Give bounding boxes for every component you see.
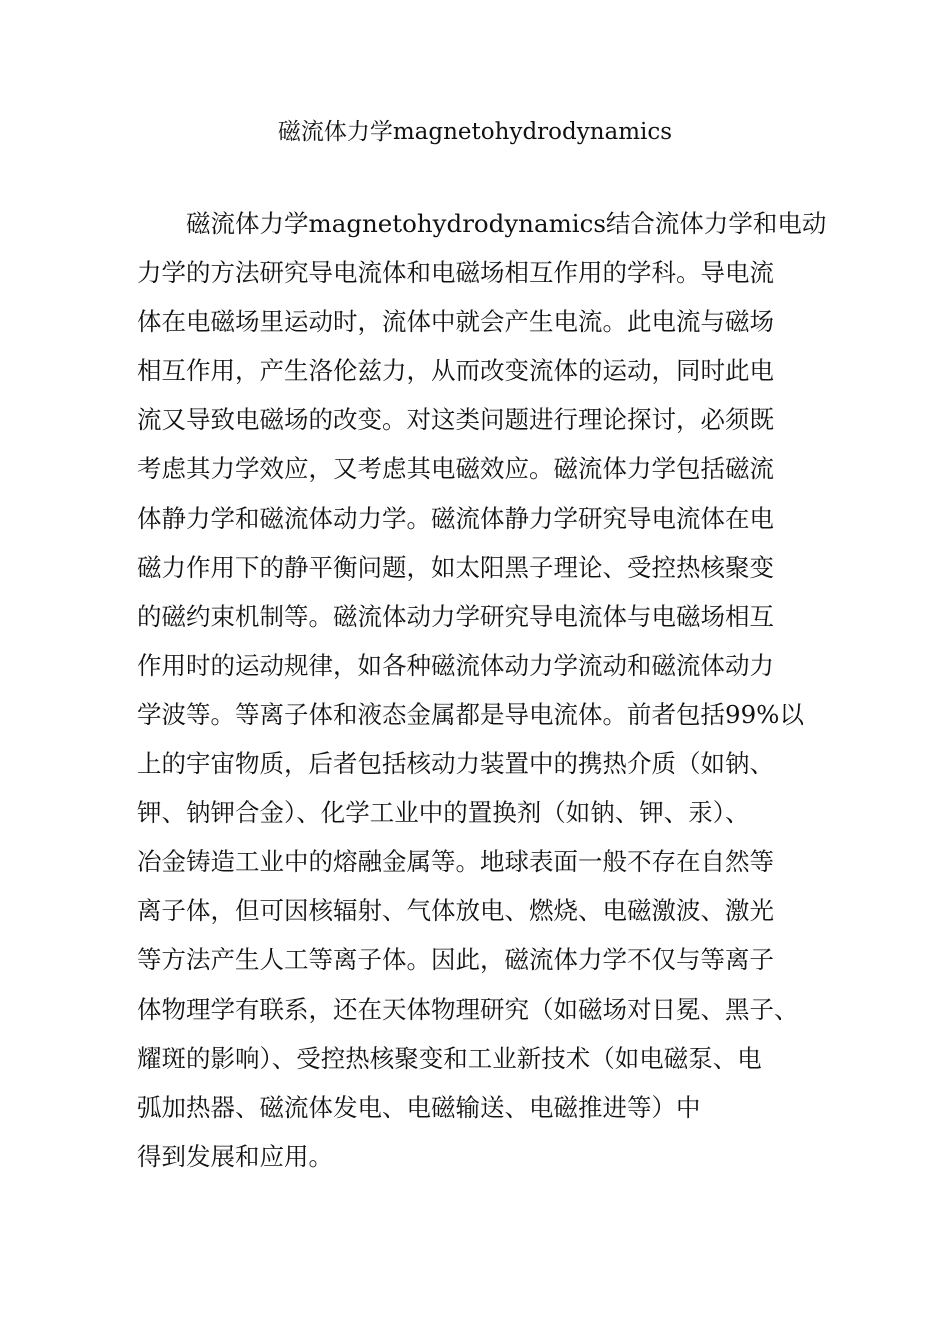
paragraph-line: 考虑其力学效应，又考虑其电磁效应。磁流体力学包括磁流 xyxy=(137,454,774,484)
paragraph-line: 的磁约束机制等。磁流体动力学研究导电流体与电磁场相互 xyxy=(137,601,774,631)
paragraph-line: 磁流体力学magnetohydrodynamics结合流体力学和电动 xyxy=(186,209,827,238)
document-title: 磁流体力学magnetohydrodynamics xyxy=(277,119,673,145)
paragraph-line: 耀斑的影响）、受控热核聚变和工业新技术（如电磁泵、电 xyxy=(137,1043,762,1073)
body-paragraph xyxy=(137,199,857,1181)
paragraph-line: 体静力学和磁流体动力学。磁流体静力学研究导电流体在电 xyxy=(137,503,774,533)
paragraph-line: 上的宇宙物质，后者包括核动力装置中的携热介质（如钠、 xyxy=(137,749,774,779)
paragraph-line: 力学的方法研究导电流体和电磁场相互作用的学科。导电流 xyxy=(137,258,774,288)
paragraph-line: 体在电磁场里运动时，流体中就会产生电流。此电流与磁场 xyxy=(137,307,774,337)
paragraph-line: 离子体，但可因核辐射、气体放电、燃烧、电磁激波、激光 xyxy=(137,896,774,926)
paragraph-line: 相互作用，产生洛伦兹力，从而改变流体的运动，同时此电 xyxy=(137,356,774,386)
paragraph-line: 学波等。等离子体和液态金属都是导电流体。前者包括99%以 xyxy=(137,699,804,729)
paragraph-line: 等方法产生人工等离子体。因此，磁流体力学不仅与等离子 xyxy=(137,945,774,975)
paragraph-line: 得到发展和应用。 xyxy=(137,1141,333,1171)
paragraph-line: 钾、钠钾合金）、化学工业中的置换剂（如钠、钾、汞）、 xyxy=(137,798,750,828)
paragraph-line: 体物理学有联系，还在天体物理研究（如磁场对日冕、黑子、 xyxy=(137,994,799,1024)
paragraph-line: 流又导致电磁场的改变。对这类问题进行理论探讨，必须既 xyxy=(137,405,774,435)
paragraph-line: 磁力作用下的静平衡问题，如太阳黑子理论、受控热核聚变 xyxy=(137,552,774,582)
paragraph-line: 冶金铸造工业中的熔融金属等。地球表面一般不存在自然等 xyxy=(137,847,774,877)
paragraph-line: 作用时的运动规律，如各种磁流体动力学流动和磁流体动力 xyxy=(137,650,774,680)
paragraph-line: 弧加热器、磁流体发电、电磁输送、电磁推进等）中 xyxy=(137,1092,701,1122)
